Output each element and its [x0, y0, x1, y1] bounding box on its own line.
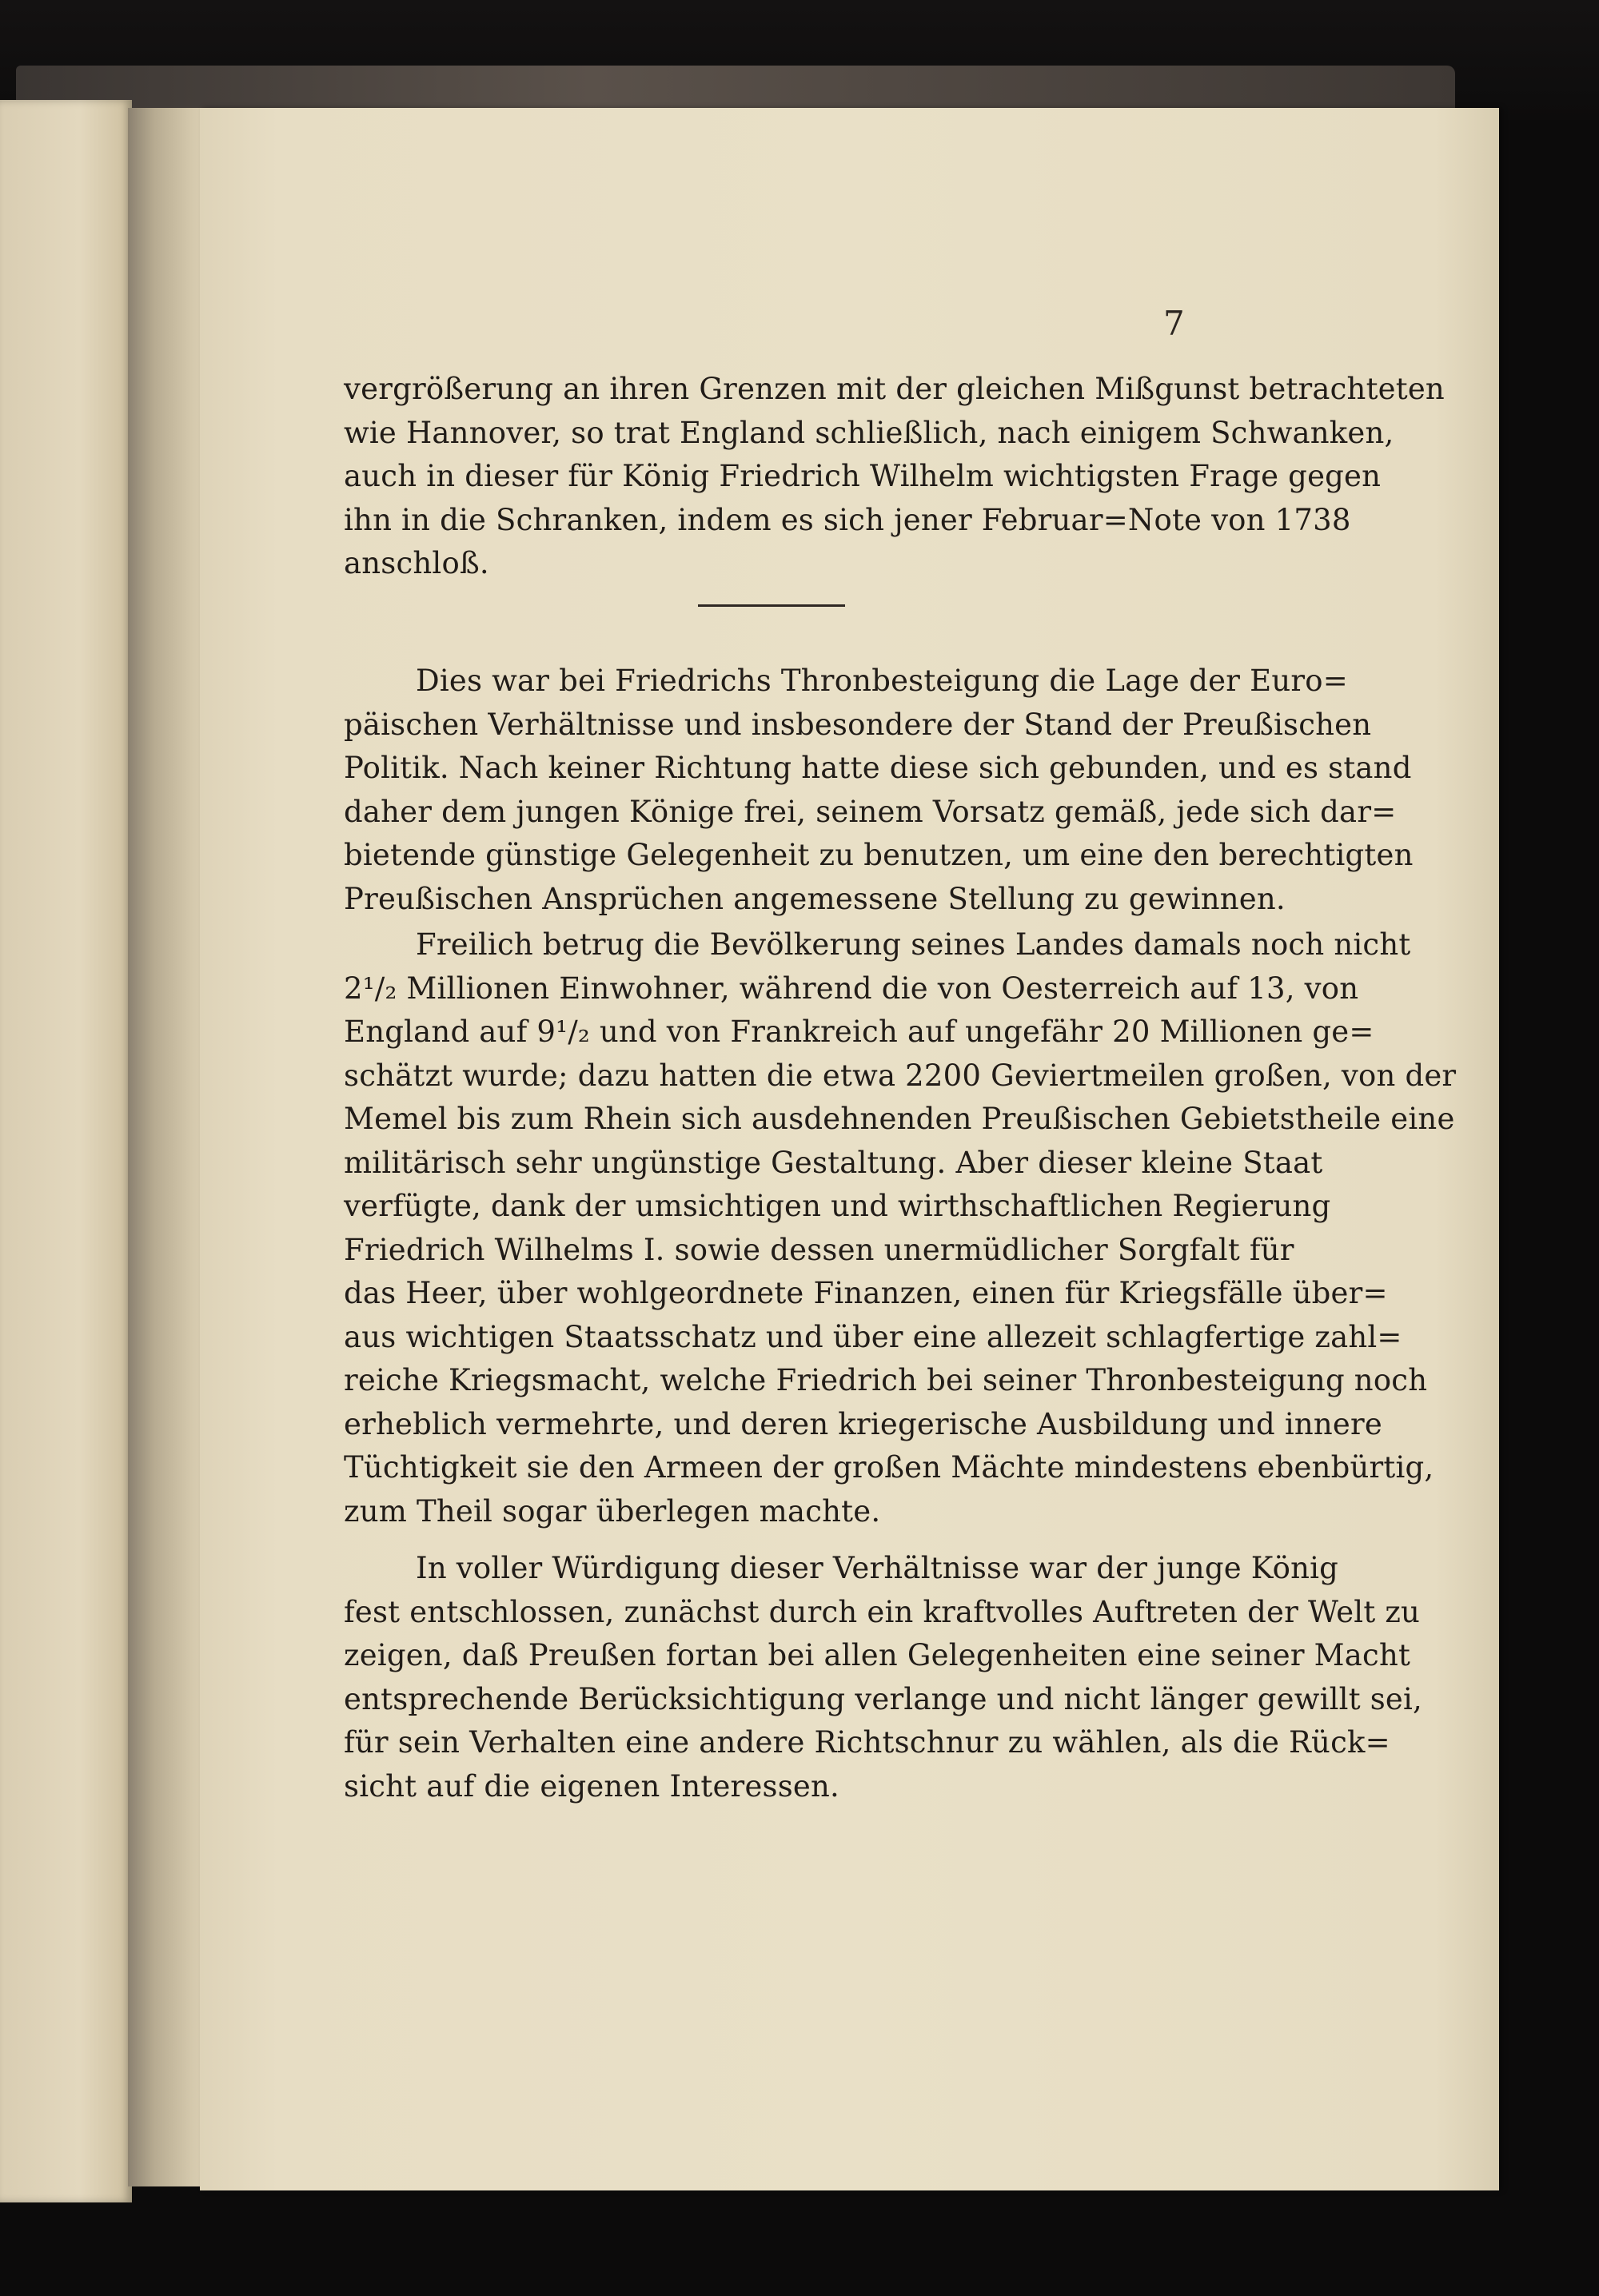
text-line: daher dem jungen Könige frei, seinem Vorsatz gemäß, jede sich dar= [344, 794, 1397, 829]
text-line: 2¹/₂ Millionen Einwohner, während die von Oesterreich auf 13, von [344, 971, 1359, 1006]
text-line: England auf 9¹/₂ und von Frankreich auf ungefähr 20 Millionen ge= [344, 1014, 1374, 1049]
paragraph-2 [344, 660, 1414, 921]
text-line: Politik. Nach keiner Richtung hatte diese sich gebunden, und es stand [344, 751, 1412, 785]
text-line: reiche Kriegsmacht, welche Friedrich bei seiner Thronbesteigung noch [344, 1363, 1428, 1397]
text-line: bietende günstige Gelegenheit zu benutzen, um eine den berechtigten [344, 838, 1414, 872]
text-line: Dies war bei Friedrichs Thronbesteigung die Lage der Euro= [416, 664, 1348, 698]
text-line: verfügte, dank der umsichtigen und wirthschaftlichen Regierung [344, 1189, 1331, 1223]
text-line: militärisch sehr ungünstige Gestaltung. Aber dieser kleine Staat [344, 1145, 1323, 1180]
text-line: fest entschlossen, zunächst durch ein kraftvolles Auftreten der Welt zu [344, 1594, 1421, 1629]
text-line: Freilich betrug die Bevölkerung seines Landes damals noch nicht [416, 927, 1411, 962]
text-line: zeigen, daß Preußen fortan bei allen Gelegenheiten eine seiner Macht [344, 1638, 1411, 1672]
text-line: erheblich vermehrte, und deren kriegerische Ausbildung und innere [344, 1406, 1383, 1441]
text-line: sicht auf die eigenen Interessen. [344, 1768, 840, 1804]
text-line: schätzt wurde; dazu hatten die etwa 2200 Geviertmeilen großen, von der [344, 1058, 1457, 1093]
paragraph-3 [344, 923, 1457, 1533]
text-line: zum Theil sogar überlegen machte. [344, 1493, 881, 1529]
text-line: auch in dieser für König Friedrich Wilhelm wichtigsten Frage gegen [344, 459, 1382, 493]
paragraph-4 [344, 1547, 1422, 1808]
text-line: Friedrich Wilhelms I. sowie dessen unermüdlicher Sorgfalt für [344, 1232, 1294, 1267]
left-page-edge [0, 100, 132, 2202]
page-number: 7 [1163, 304, 1185, 343]
text-line: Memel bis zum Rhein sich ausdehnenden Preußischen Gebietstheile eine [344, 1102, 1455, 1136]
text-line: Preußischen Ansprüchen angemessene Stellung zu gewinnen. [344, 881, 1286, 916]
text-line: ihn in die Schranken, indem es sich jener Februar=Note von 1738 [344, 502, 1351, 537]
text-line: aus wichtigen Staatsschatz und über eine allezeit schlagfertige zahl= [344, 1319, 1402, 1354]
text-line: vergrößerung an ihren Grenzen mit der gleichen Mißgunst betrachteten [344, 372, 1445, 406]
text-line: anschloß. [344, 546, 489, 580]
text-line: In voller Würdigung dieser Verhältnisse war der junge König [416, 1551, 1339, 1585]
paragraph-1 [344, 368, 1445, 586]
text-line: Tüchtigkeit sie den Armeen der großen Mächte mindestens ebenbürtig, [344, 1450, 1434, 1485]
text-line: für sein Verhalten eine andere Richtschnur zu wählen, als die Rück= [344, 1725, 1390, 1760]
text-line: wie Hannover, so trat England schließlich, nach einigem Schwanken, [344, 415, 1394, 450]
section-divider [698, 604, 845, 607]
text-line: das Heer, über wohlgeordnete Finanzen, einen für Kriegsfälle über= [344, 1276, 1388, 1310]
text-line: päischen Verhältnisse und insbesondere der Stand der Preußischen [344, 707, 1372, 742]
text-line: entsprechende Berücksichtigung verlange und nicht länger gewillt sei, [344, 1681, 1422, 1716]
